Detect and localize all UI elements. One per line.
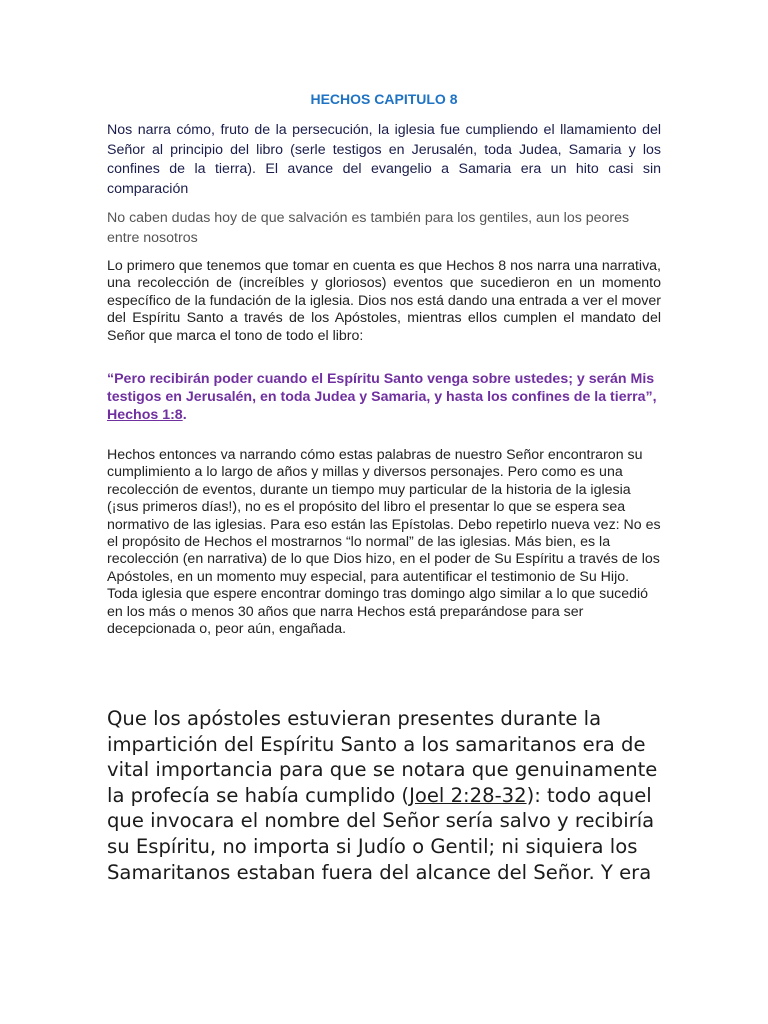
paragraph-gentiles: No caben dudas hoy de que salvación es también para los gentiles, aun los peores entre nosotros — [107, 210, 630, 246]
page-title: HECHOS CAPITULO 8 — [310, 91, 458, 107]
paragraph-narrative: Lo primero que tenemos que tomar en cuenta es que Hechos 8 nos narra una narrativa, una recolección de (increíbles y gloriosos) eventos que sucedieron en un momento específico de la fundación de la iglesia. Dios nos está dando una entrada a ver el mover del Espíritu Santo a través de los Apóstoles, mientras ellos cumplen el mandato del Señor que marca el tono de todo el libro: — [107, 258, 661, 344]
quote-end: . — [182, 407, 187, 423]
paragraph-apostles — [107, 706, 661, 885]
joel-reference-link[interactable]: Joel 2:28-32 — [409, 783, 527, 807]
bible-quote — [107, 370, 661, 424]
paragraph-fulfillment: Hechos entonces va narrando cómo estas palabras de nuestro Señor encontraron su cumplimiento a lo largo de años y millas y diversos personajes. Pero como es una recolección de eventos, durante un tiempo muy particular de la historia de la iglesia (¡sus primeros días!), no es el propósito del libro el presentar lo que se espera sea normativo de las iglesias. Para eso están las Epístolas. Debo repetirlo nueva vez: No es el propósito de Hechos el mostrarnos “lo normal” de las iglesias. Más bien, es la recolección (en narrativa) de lo que Dios hizo, en el poder de Su Espíritu a través de los Apóstoles, en un momento muy especial, para autentificar el testimonio de Su Hijo. Toda iglesia que espere encontrar domingo tras domingo algo similar a lo que sucedió en los más o menos 30 años que narra Hechos está preparándose para ser decepcionada o, peor aún, engañada. — [107, 447, 661, 638]
apostles-text-before: Que los apóstoles estuvieran presentes durante la impartición del Espíritu Santo a los samaritanos era de vital importancia para que se notara que genuinamente la profecía se había cumplido ( — [107, 707, 658, 807]
apostles-text-after: ): todo aquel que invocara el nombre del Señor sería salvo y recibiría su Espíritu, no importa si Judío o Gentil; ni siquiera los Samaritanos estaban fuera del alcance del Señor. Y era — [107, 783, 655, 884]
quote-reference-link[interactable]: Hechos 1:8 — [107, 407, 183, 423]
paragraph-intro: Nos narra cómo, fruto de la persecución, la iglesia fue cumpliendo el llamamiento del Señor al principio del libro (serle testigos en Jerusalén, toda Judea, Samaria y los confines de la tierra). El avance del evangelio a Samaria era un hito casi sin comparación — [107, 122, 661, 197]
quote-text: “Pero recibirán poder cuando el Espíritu Santo venga sobre ustedes; y serán Mis testigos en Jerusalén, en toda Judea y Samaria, y hasta los confines de la tierra”, — [107, 371, 657, 405]
